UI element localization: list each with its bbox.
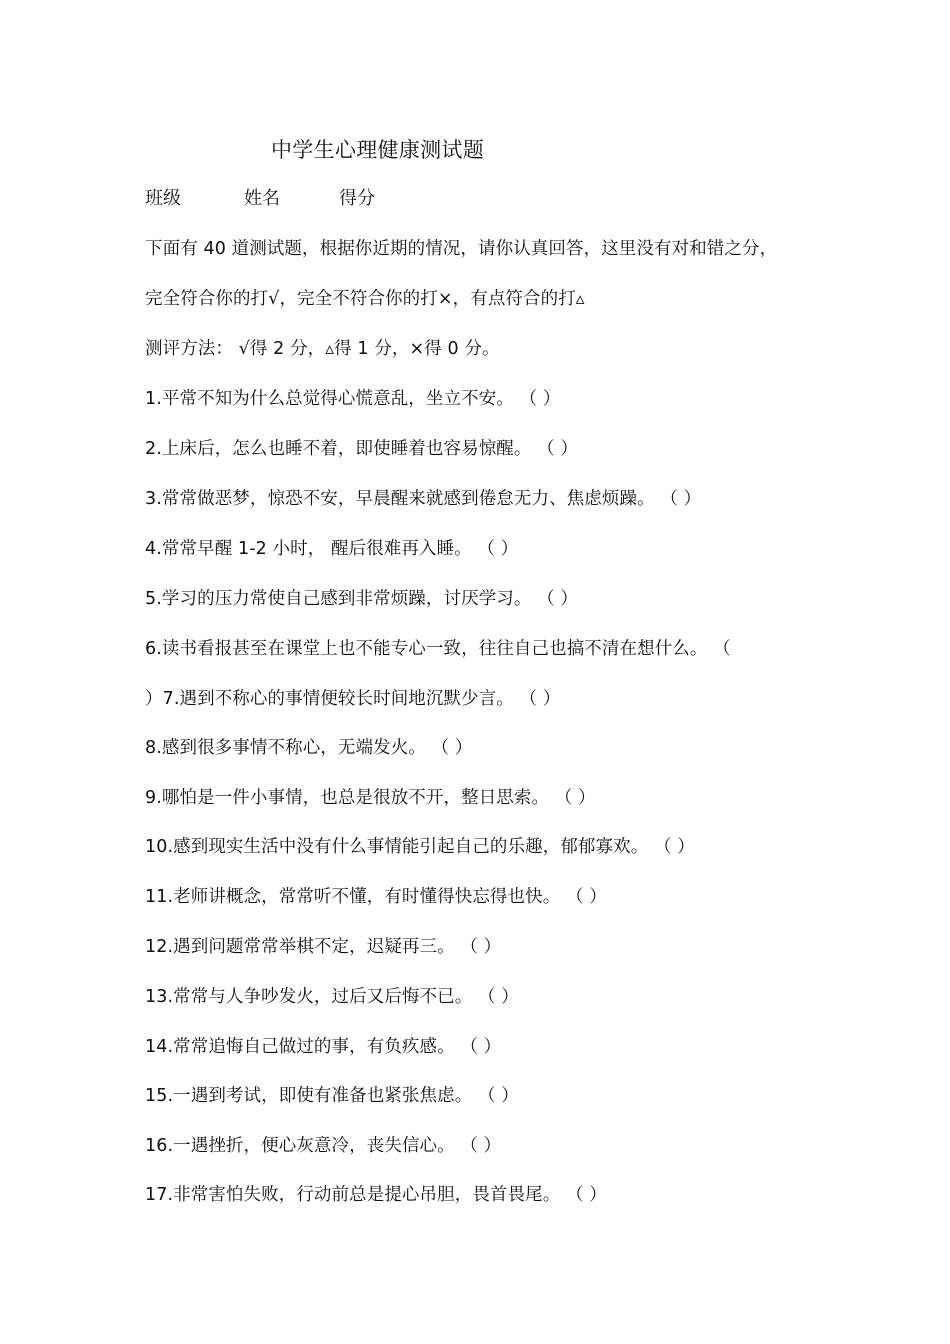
question-line: 3.常常做恶梦，惊恐不安，早晨醒来就感到倦怠无力、焦虑烦躁。 （ ）	[145, 489, 702, 509]
question-line: 10.感到现实生活中没有什么事情能引起自己的乐趣，郁郁寡欢。 （ ）	[145, 837, 695, 857]
question-line: 1.平常不知为什么总觉得心慌意乱，坐立不安。 （ ）	[145, 389, 561, 409]
question-line: 8.感到很多事情不称心，无端发火。 （ ）	[145, 738, 473, 758]
question-line: 11.老师讲概念，常常听不懂，有时懂得快忘得也快。 （ ）	[145, 887, 607, 907]
intro-line-2: 完全符合你的打√，完全不符合你的打×，有点符合的打▵	[145, 289, 585, 309]
question-line: 12.遇到问题常常举棋不定，迟疑再三。 （ ）	[145, 937, 502, 957]
question-line: 13.常常与人争吵发火，过后又后悔不已。 （ ）	[145, 987, 519, 1007]
scoring-method: 测评方法： √得 2 分，▵得 1 分，×得 0 分。	[145, 339, 500, 359]
question-line: 2.上床后，怎么也睡不着，即使睡着也容易惊醒。 （ ）	[145, 439, 579, 459]
question-line: 5.学习的压力常使自己感到非常烦躁，讨厌学习。 （ ）	[145, 589, 579, 609]
question-line: 4.常常早醒 1-2 小时， 醒后很难再入睡。 （ ）	[145, 539, 519, 559]
question-line: 6.读书看报甚至在课堂上也不能专心一致，往往自己也搞不清在想什么。 （	[145, 639, 731, 659]
score-label: 得分	[339, 188, 375, 209]
question-line: 16.一遇挫折，便心灰意冷，丧失信心。 （ ）	[145, 1136, 502, 1156]
question-line: 15.一遇到考试，即使有准备也紧张焦虑。 （ ）	[145, 1086, 519, 1106]
question-line: 17.非常害怕失败，行动前总是提心吊胆，畏首畏尾。 （ ）	[145, 1185, 607, 1205]
document-title: 中学生心理健康测试题	[271, 138, 484, 162]
question-line: 9.哪怕是一件小事情，也总是很放不开，整日思索。 （ ）	[145, 788, 596, 808]
name-label: 姓名	[244, 188, 280, 209]
class-label: 班级	[145, 188, 181, 209]
question-line: ）7.遇到不称心的事情便较长时间地沉默少言。 （ ）	[145, 689, 561, 709]
question-line: 14.常常追悔自己做过的事，有负疚感。 （ ）	[145, 1037, 502, 1057]
intro-line-1: 下面有 40 道测试题，根据你近期的情况，请你认真回答，这里没有对和错之分，	[145, 239, 778, 259]
